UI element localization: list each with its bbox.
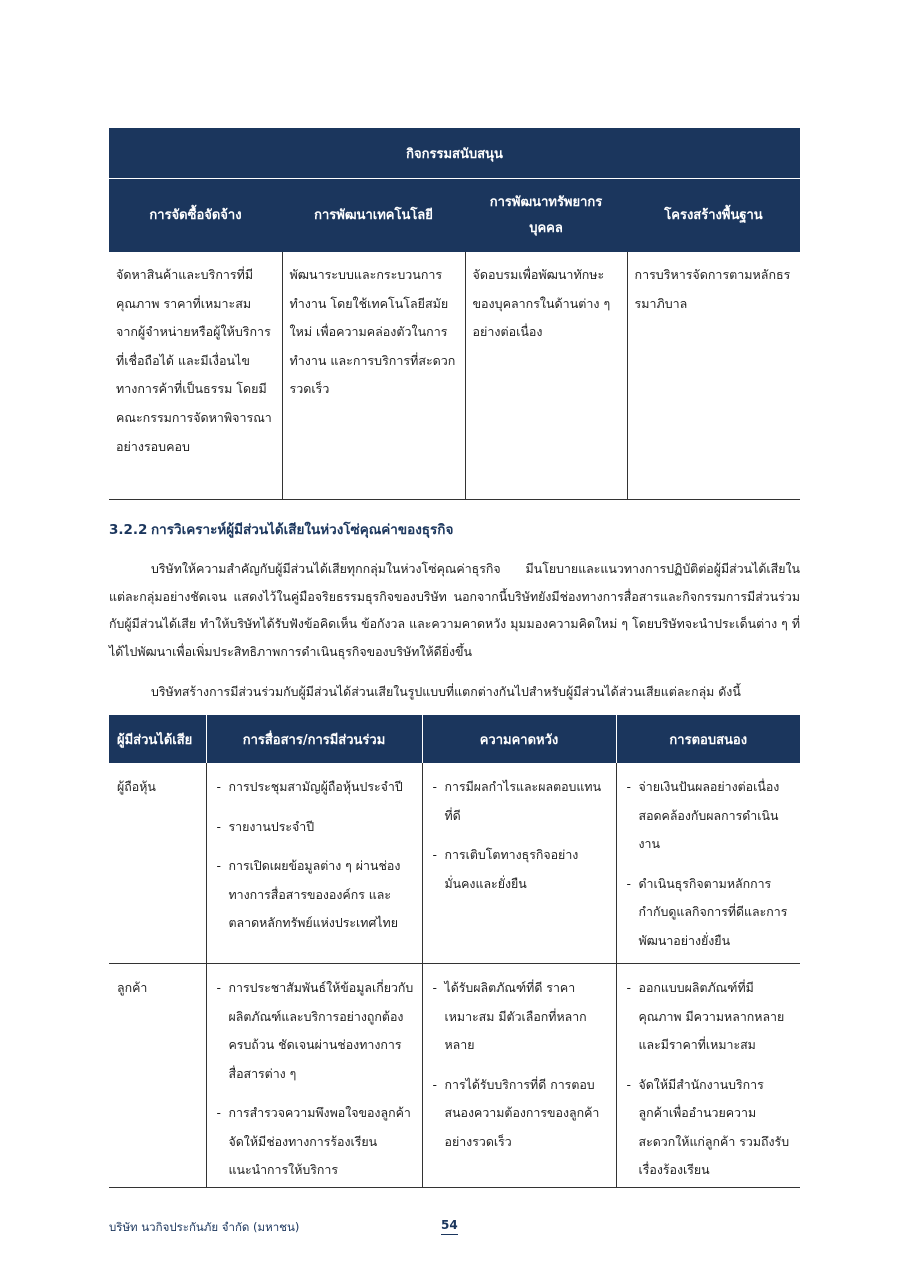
footer-company-name: บริษัท นวกิจประกันภัย จำกัด (มหาชน) bbox=[109, 1220, 300, 1234]
support-activities-title: กิจกรรมสนับสนุน bbox=[109, 128, 800, 179]
list-item: - การมีผลกำไรและผลตอบแทนที่ดี bbox=[431, 773, 608, 830]
body-paragraph: บริษัทให้ความสำคัญกับผู้มีส่วนได้เสียทุกกลุ่มในห่วงโซ่คุณค่าธุรกิจ มีนโยบายและแนวทางการปฏิบัติต่อผู้มีส่วนได้เสียในแต่ละกลุ่มอย่างชัดเจน แสดงไว้ในคู่มือจริยธรรมธุรกิจของบริษัท นอกจากนี้บริษัทยังมีช่องทางการสื่อสารและกิจกรรมการมีส่วนร่วมกับผู้มีส่วนได้เสีย ทำให้บริษัทได้รับฟังข้อคิดเห็น ข้อกังวล และความคาดหวัง มุมมองความคิดใหม่ ๆ โดยบริษัทจะนำประเด็นต่าง ๆ ที่ได้ไปพัฒนาเพื่อเพิ่มประสิทธิภาพการดำเนินธุรกิจของบริษัทให้ดียิ่งขึ้น bbox=[109, 561, 800, 659]
header-infrastructure: โครงสร้างพื้นฐาน bbox=[627, 179, 800, 253]
page-number: 54 bbox=[441, 1218, 458, 1235]
list-item: - ออกแบบผลิตภัณฑ์ที่มีคุณภาพ มีความหลากหลายและมีราคาที่เหมาะสม bbox=[625, 974, 793, 1060]
communication-cell bbox=[206, 763, 422, 964]
list-item: - การประชุมสามัญผู้ถือหุ้นประจำปี bbox=[215, 773, 414, 802]
list-item: - การเติบโตทางธุรกิจอย่างมั่นคงและยั่งยืน bbox=[431, 841, 608, 898]
header-technology: การพัฒนาเทคโนโลยี bbox=[282, 179, 465, 253]
list-item: - การได้รับบริการที่ดี การตอบสนองความต้องการของลูกค้าอย่างรวดเร็ว bbox=[431, 1071, 608, 1157]
response-cell bbox=[616, 763, 800, 964]
header-procurement: การจัดซื้อจัดจ้าง bbox=[109, 179, 282, 253]
list-item: - ได้รับผลิตภัณฑ์ที่ดี ราคาเหมาะสม มีตัวเลือกที่หลากหลาย bbox=[431, 974, 608, 1060]
response-cell bbox=[616, 964, 800, 1188]
list-item: - ดำเนินธุรกิจตามหลักการกำกับดูแลกิจการที่ดีและการพัฒนาอย่างยั่งยืน bbox=[625, 870, 793, 956]
header-response: การตอบสนอง bbox=[616, 715, 800, 763]
cell-human-resources: จัดอบรมเพื่อพัฒนาทักษะของบุคลากรในด้านต่าง ๆ อย่างต่อเนื่อง bbox=[465, 252, 627, 500]
cell-infrastructure: การบริหารจัดการตามหลักธรรมาภิบาล bbox=[627, 252, 800, 500]
header-expectation: ความคาดหวัง bbox=[422, 715, 616, 763]
list-item: - จัดให้มีสำนักงานบริการลูกค้าเพื่ออำนวยความสะดวกให้แก่ลูกค้า รวมถึงรับเรื่องร้องเรียน bbox=[625, 1071, 793, 1185]
expectation-cell bbox=[422, 964, 616, 1188]
list-item: - การประชาสัมพันธ์ให้ข้อมูลเกี่ยวกับผลิตภัณฑ์และบริการอย่างถูกต้องครบถ้วน ชัดเจนผ่านช่องทางการสื่อสารต่าง ๆ bbox=[215, 974, 414, 1088]
section-heading bbox=[109, 518, 453, 540]
header-human-resources: การพัฒนาทรัพยากร บุคคล bbox=[465, 179, 627, 253]
header-stakeholder: ผู้มีส่วนได้เสีย bbox=[109, 715, 206, 763]
stakeholder-table bbox=[109, 715, 800, 1188]
table-row bbox=[109, 964, 800, 1188]
header-communication: การสื่อสาร/การมีส่วนร่วม bbox=[206, 715, 422, 763]
cell-procurement: จัดหาสินค้าและบริการที่มีคุณภาพ ราคาที่เหมาะสม จากผู้จำหน่ายหรือผู้ให้บริการที่เชื่อถือได้ และมีเงื่อนไขทางการค้าที่เป็นธรรม โดยมีคณะกรรมการจัดหาพิจารณาอย่างรอบคอบ bbox=[109, 252, 282, 500]
section-title: การวิเคราะห์ผู้มีส่วนได้เสียในห่วงโซ่คุณค่าของธุรกิจ bbox=[151, 522, 454, 538]
intro-paragraph: บริษัทสร้างการมีส่วนร่วมกับผู้มีส่วนได้ส่วนเสียในรูปแบบที่แตกต่างกันไปสำหรับผู้มีส่วนได้ส่วนเสียแต่ละกลุ่ม ดังนี้ bbox=[151, 684, 741, 699]
support-activities-table bbox=[109, 128, 800, 500]
list-item: - จ่ายเงินปันผลอย่างต่อเนื่องสอดคล้องกับผลการดำเนินงาน bbox=[625, 773, 793, 859]
list-item: - รายงานประจำปี bbox=[215, 813, 414, 842]
stakeholder-name: ลูกค้า bbox=[109, 964, 206, 1188]
list-item: - การสำรวจความพึงพอใจของลูกค้า จัดให้มีช่องทางการร้องเรียน แนะนำการให้บริการ bbox=[215, 1099, 414, 1185]
communication-cell bbox=[206, 964, 422, 1188]
list-item: - การเปิดเผยข้อมูลต่าง ๆ ผ่านช่องทางการสื่อสารขององค์กร และตลาดหลักทรัพย์แห่งประเทศไทย bbox=[215, 852, 414, 938]
section-number: 3.2.2 bbox=[109, 522, 148, 538]
expectation-cell bbox=[422, 763, 616, 964]
stakeholder-name: ผู้ถือหุ้น bbox=[109, 763, 206, 964]
table-row bbox=[109, 763, 800, 964]
cell-technology: พัฒนาระบบและกระบวนการทำงาน โดยใช้เทคโนโลยีสมัยใหม่ เพื่อความคล่องตัวในการทำงาน และการบริการที่สะดวกรวดเร็ว bbox=[282, 252, 465, 500]
